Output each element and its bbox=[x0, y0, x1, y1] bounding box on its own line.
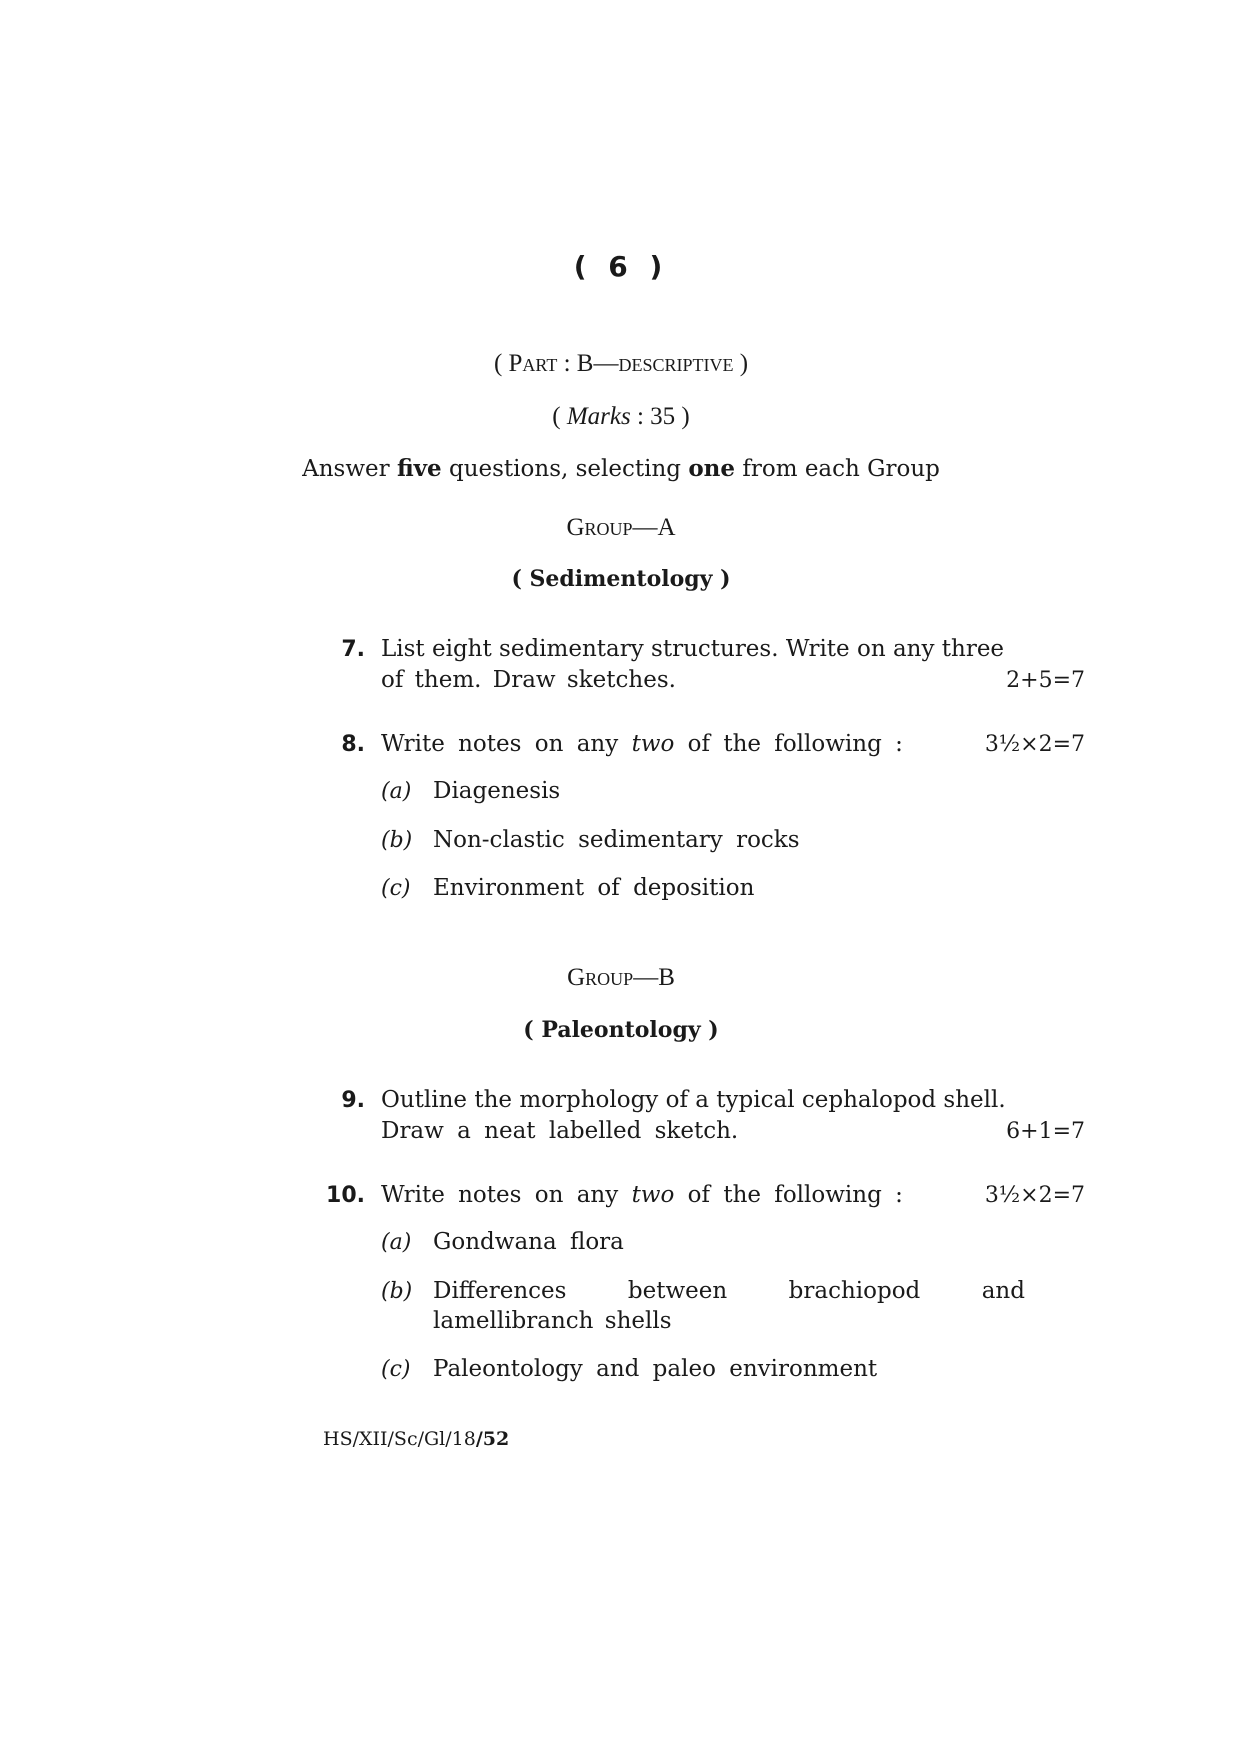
group-a-title: Group—A bbox=[566, 514, 676, 541]
question-number: 8. bbox=[341, 732, 365, 757]
question-text: Write notes on any two of the following : bbox=[381, 731, 903, 757]
marks-heading: ( Marks : 35 ) bbox=[552, 403, 690, 430]
question-text-line2: Draw a neat labelled sketch. bbox=[381, 1118, 739, 1144]
question-number: 7. bbox=[341, 637, 365, 662]
sub-item-text: Non-clastic sedimentary rocks bbox=[433, 827, 800, 853]
question-number: 9. bbox=[341, 1088, 365, 1113]
group-b-subject: ( Paleontology ) bbox=[523, 1017, 719, 1043]
question-marks: 3½×2=7 bbox=[984, 1183, 1085, 1208]
question-text: List eight sedimentary structures. Write on any three bbox=[381, 636, 1005, 662]
question-text-line2: of them. Draw sketches. bbox=[381, 667, 676, 693]
question-number: 10. bbox=[326, 1183, 365, 1208]
page-number: ( 6 ) bbox=[573, 250, 669, 283]
sub-item-letter: (c) bbox=[381, 876, 411, 901]
sub-item-letter: (a) bbox=[381, 779, 412, 804]
instruction: Answer five questions, selecting one from each Group bbox=[302, 455, 940, 482]
sub-item-text: Environment of deposition bbox=[433, 875, 755, 901]
group-b-title: Group—B bbox=[567, 964, 675, 991]
paper-code: HS/XII/Sc/Gl/18/52 bbox=[323, 1428, 510, 1450]
question-marks: 3½×2=7 bbox=[984, 732, 1085, 757]
sub-item-text: Paleontology and paleo environment bbox=[433, 1356, 878, 1382]
question-marks: 6+1=7 bbox=[1006, 1119, 1085, 1144]
sub-item-letter: (b) bbox=[381, 828, 413, 853]
part-label: Part : B—descriptive bbox=[508, 350, 734, 377]
sub-item-text-line2: lamellibranch shells bbox=[433, 1308, 672, 1334]
sub-item-text: Diagenesis bbox=[433, 778, 561, 804]
question-text: Outline the morphology of a typical cephalopod shell. bbox=[381, 1087, 1006, 1113]
sub-item-letter: (b) bbox=[381, 1279, 413, 1304]
sub-item-letter: (c) bbox=[381, 1357, 411, 1382]
sub-item-text: Gondwana flora bbox=[433, 1229, 624, 1255]
part-heading: ( Part : B—descriptive ) bbox=[493, 350, 749, 377]
group-a-subject: ( Sedimentology ) bbox=[511, 566, 731, 592]
sub-item-text: Differences between brachiopod and bbox=[433, 1278, 1025, 1304]
question-text: Write notes on any two of the following : bbox=[381, 1182, 903, 1208]
marks-label: Marks bbox=[566, 403, 631, 430]
sub-item-letter: (a) bbox=[381, 1230, 412, 1255]
question-marks: 2+5=7 bbox=[1006, 668, 1085, 693]
